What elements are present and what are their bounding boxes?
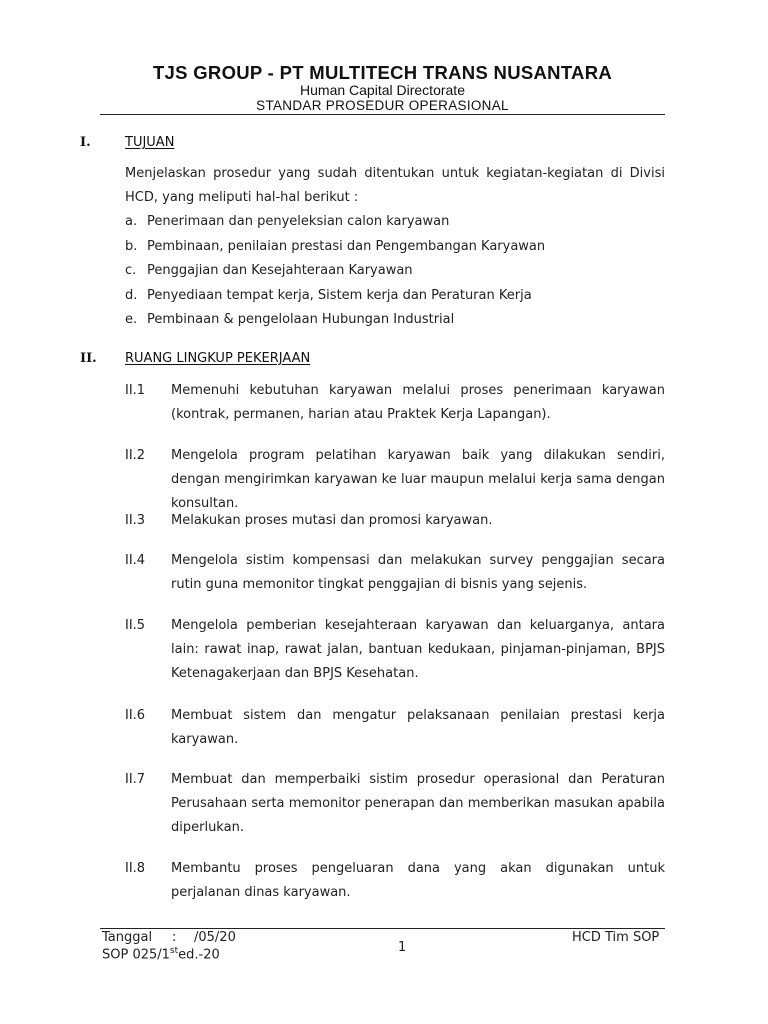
list-item xyxy=(125,284,665,309)
scope-item-text: Melakukan proses mutasi dan promosi karyawan. xyxy=(171,513,493,528)
section-2-number: II. xyxy=(80,351,97,366)
footer-date-value: /05/20 xyxy=(194,930,236,945)
scope-item-number: II.3 xyxy=(125,513,146,528)
list-text: Penerimaan dan penyeleksian calon karyawan xyxy=(147,214,450,229)
list-letter: e. xyxy=(125,312,138,327)
scope-item-text: Membuat sistem dan mengatur pelaksanaan penilaian prestasi kerja karyawan. xyxy=(171,708,665,747)
scope-item-number: II.6 xyxy=(125,708,146,723)
footer-divider xyxy=(100,928,665,929)
list-item xyxy=(125,259,665,284)
list-item xyxy=(125,308,665,333)
scope-item-number: II.2 xyxy=(125,448,146,463)
scope-item-text: Mengelola sistim kompensasi dan melakukan survey penggajian secara rutin guna memonitor tingkat penggajian di bisnis yang sejenis. xyxy=(171,553,665,592)
list-letter: a. xyxy=(125,214,138,229)
list-item xyxy=(125,235,665,260)
document-type: STANDAR PROSEDUR OPERASIONAL xyxy=(256,98,509,113)
page-number: 1 xyxy=(398,940,407,955)
footer-sop-code xyxy=(102,946,220,962)
scope-item-text: Membuat dan memperbaiki sistim prosedur operasional dan Peraturan Perusahaan serta memonitor penerapan dan memberikan masukan apabila diperlukan. xyxy=(171,772,665,835)
directorate-subtitle: Human Capital Directorate xyxy=(300,82,465,98)
list-item xyxy=(125,210,665,235)
sop-code-prefix: SOP 025/1 xyxy=(102,947,170,963)
footer-date-label: Tanggal xyxy=(102,930,153,945)
scope-item-text: Memenuhi kebutuhan karyawan melalui proses penerimaan karyawan (kontrak, permanen, harian atau Praktek Kerja Lapangan). xyxy=(171,383,665,422)
header-divider xyxy=(100,114,665,115)
section-1-intro: Menjelaskan prosedur yang sudah ditentukan untuk kegiatan-kegiatan di Divisi HCD, yang meliputi hal-hal berikut : xyxy=(125,166,665,205)
footer-date-colon: : xyxy=(172,930,177,945)
scope-item-number: II.7 xyxy=(125,772,146,787)
list-letter: b. xyxy=(125,238,138,254)
footer-date xyxy=(102,930,236,945)
sop-code-suffix: ed.-20 xyxy=(178,947,220,963)
sop-code-superscript: st xyxy=(169,946,179,956)
list-text: Pembinaan, penilaian prestasi dan Pengembangan Karyawan xyxy=(147,238,546,254)
scope-item-number: II.5 xyxy=(125,618,146,633)
list-text: Penyediaan tempat kerja, Sistem kerja dan Peraturan Kerja xyxy=(147,287,532,303)
section-1-number: I. xyxy=(80,135,91,150)
company-title: TJS GROUP - PT MULTITECH TRANS NUSANTARA xyxy=(152,62,613,83)
scope-item-number: II.8 xyxy=(125,861,146,876)
list-text: Penggajian dan Kesejahteraan Karyawan xyxy=(147,263,413,278)
section-2-title: RUANG LINGKUP PEKERJAAN xyxy=(125,351,311,366)
scope-item-text: Membantu proses pengeluaran dana yang akan digunakan untuk perjalanan dinas karyawan. xyxy=(171,861,665,900)
scope-item-number: II.1 xyxy=(125,383,146,398)
scope-item-number: II.4 xyxy=(125,553,146,568)
list-letter: d. xyxy=(125,287,138,303)
footer-team: HCD Tim SOP xyxy=(572,930,660,945)
list-letter: c. xyxy=(125,263,137,278)
list-text: Pembinaan & pengelolaan Hubungan Industrial xyxy=(147,312,455,327)
section-1-title: TUJUAN xyxy=(125,135,175,150)
scope-item-text: Mengelola pemberian kesejahteraan karyawan dan keluarganya, antara lain: rawat inap, rawat jalan, bantuan kedukaan, pinjaman-pinjaman, BPJS Ketenagakerjaan dan BPJS Kesehatan. xyxy=(171,618,665,681)
scope-item-text: Mengelola program pelatihan karyawan baik yang dilakukan sendiri, dengan mengirimkan karyawan ke luar maupun melalui kerja sama dengan konsultan. xyxy=(171,448,665,511)
purpose-list xyxy=(125,210,665,333)
